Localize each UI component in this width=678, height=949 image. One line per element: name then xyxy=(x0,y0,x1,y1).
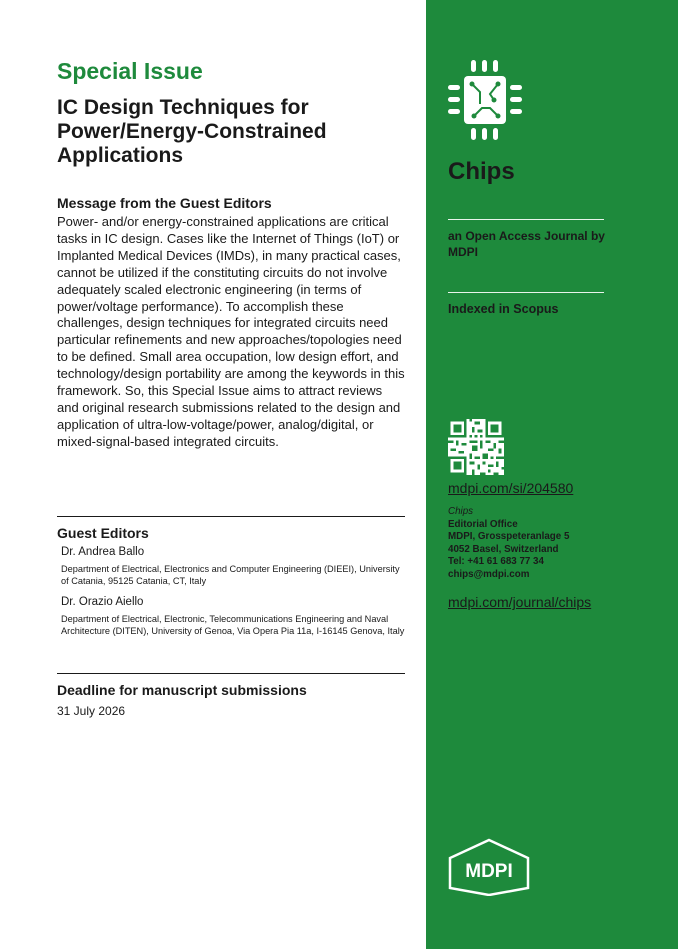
office-phone: Tel: +41 61 683 77 34 xyxy=(448,556,544,568)
open-access-note: an Open Access Journal by MDPI xyxy=(448,229,605,259)
guest-editors-heading: Guest Editors xyxy=(57,525,149,541)
office-journal: Chips xyxy=(448,506,474,517)
editor-affiliation: Department of Electrical, Electronics and Computer Engineering (DIEEI), University of Catania, 95125 Catania, CT, Italy xyxy=(61,564,400,586)
office-address-line: MDPI, Grosspeteranlage 5 xyxy=(448,531,570,543)
editor-name: Dr. Andrea Ballo xyxy=(61,546,145,558)
special-issue-label: Special Issue xyxy=(57,58,203,84)
editorial-office xyxy=(448,506,618,582)
chip-icon xyxy=(448,60,522,140)
deadline-date: 31 July 2026 xyxy=(57,704,126,718)
divider xyxy=(57,673,405,674)
sidebar-divider xyxy=(448,292,604,293)
office-city-line: 4052 Basel, Switzerland xyxy=(448,543,559,555)
divider xyxy=(57,516,405,517)
message-heading: Message from the Guest Editors xyxy=(57,195,272,211)
editor-affiliation: Department of Electrical, Electronic, Telecommunications Engineering and Naval Architecture (DITEN), University of Genoa, Via Opera Pia 11a, I-16145 Genova, Italy xyxy=(61,614,405,636)
office-line: Editorial Office xyxy=(448,518,518,530)
message-body: Power- and/or energy-constrained applications are critical tasks in IC design. Cases like the Internet of Things (IoT) or Implanted Medical Devices (IMDs), in many practical cases, cannot be utilized if the constituting circuits do not involve adequately scaled electronic engineering (in terms of power/voltage performance). To accomplish these challenges, design techniques for integrated circuits need particular refinements and new approaches/topologies need to be defined. Small area occupation, low design effort, and technology/design portability are among the keywords in this framework. So, this Special Issue aims to attract reviews and original research submissions related to the design and application of ultra-low-voltage/power, analog/digital, or mixed-signal-based integrated circuits. xyxy=(57,214,405,449)
indexed-note: Indexed in Scopus xyxy=(448,302,559,316)
office-email-link[interactable]: chips@mdpi.com xyxy=(448,568,530,580)
publisher-name: MDPI xyxy=(465,861,513,882)
sidebar-divider xyxy=(448,219,604,220)
journal-name: Chips xyxy=(448,158,515,185)
qr-code-icon xyxy=(448,419,504,475)
mdpi-logo xyxy=(447,838,531,896)
special-issue-url-link[interactable]: mdpi.com/si/204580 xyxy=(448,480,574,496)
deadline-heading: Deadline for manuscript submissions xyxy=(57,682,307,698)
journal-url-link[interactable]: mdpi.com/journal/chips xyxy=(448,594,592,610)
editor-name: Dr. Orazio Aiello xyxy=(61,596,144,608)
special-issue-title: IC Design Techniques for Power/Energy-Constrained Applications xyxy=(57,96,327,167)
